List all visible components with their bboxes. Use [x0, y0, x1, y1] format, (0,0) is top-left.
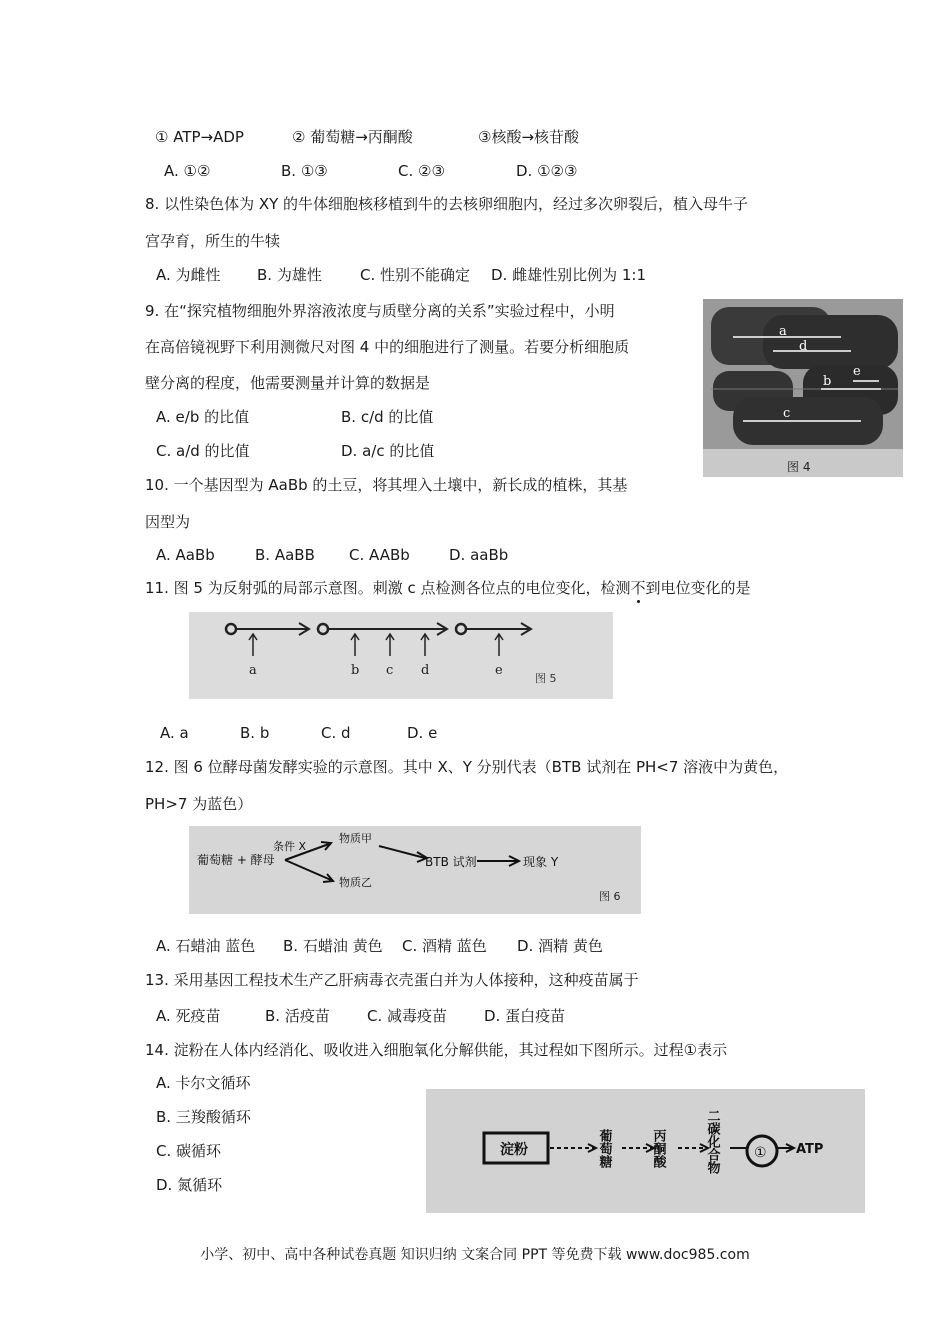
figure-5-point-c: c [386, 663, 394, 678]
q11-option-a: A. a [160, 724, 189, 742]
figure-6-condition: 条件 X [273, 840, 307, 853]
figure-5 [189, 612, 613, 699]
figure-6-start: 葡萄糖 + 酵母 [197, 853, 275, 867]
q13-stem: 13. 采用基因工程技术生产乙肝病毒衣壳蛋白并为人体接种，这种疫苗属于 [145, 971, 639, 989]
q10-option-d: D. aaBb [449, 546, 509, 564]
figure-6-fermentation-diagram [189, 826, 641, 914]
q9-stem-line1: 9. 在“探究植物细胞外界溶液浓度与质壁分离的关系”实验过程中，小明 [145, 302, 615, 320]
q8-stem-line2: 宫孕育，所生的牛犊 [145, 232, 281, 250]
figure-q14-starch-diagram [426, 1089, 865, 1213]
q11-stem [145, 578, 751, 598]
q8-option-d: D. 雌雄性别比例为 1:1 [491, 266, 646, 284]
figure-6-reagent: BTB 试剂 [425, 855, 477, 869]
q11-stem-post: 到电位变化的是 [645, 579, 751, 597]
q10-option-a: A. AaBb [156, 546, 215, 564]
q9-option-b: B. c/d 的比值 [341, 408, 434, 426]
q9-option-d: D. a/c 的比值 [341, 442, 435, 460]
q12-option-c: C. 酒精 蓝色 [402, 937, 487, 955]
q8-option-b: B. 为雄性 [257, 266, 322, 284]
figure-4-micrograph [703, 299, 903, 477]
figure-6-result: 现象 Y [523, 855, 559, 869]
q14-option-d: D. 氮循环 [156, 1176, 223, 1194]
q14-option-b: B. 三羧酸循环 [156, 1108, 251, 1126]
figure-5-point-b: b [351, 663, 360, 678]
figure-4-caption: 图 4 [787, 460, 811, 474]
figure-q14-co2: 二碳化合物 [704, 1109, 720, 1174]
q12-option-b: B. 石蜡油 黄色 [283, 937, 383, 955]
figure-4-label-e: e [853, 364, 861, 379]
q8-stem-line1: 8. 以性染色体为 XY 的牛体细胞核移植到牛的去核卵细胞内，经过多次卵裂后，植入母牛子 [145, 195, 749, 213]
figure-5-point-e: e [495, 663, 503, 678]
figure-5-point-a: a [249, 663, 257, 678]
q11-option-d: D. e [407, 724, 438, 742]
q9-stem-line2: 在高倍镜视野下利用测微尺对图 4 中的细胞进行了测量。若要分析细胞质 [145, 338, 630, 356]
q8-option-c: C. 性别不能确定 [360, 266, 471, 284]
figure-4-label-b: b [823, 374, 832, 389]
q14-option-c: C. 碳循环 [156, 1142, 222, 1160]
figure-6-product-1: 物质甲 [339, 832, 372, 845]
figure-6-caption: 图 6 [599, 890, 621, 903]
figure-4 [703, 299, 903, 477]
figure-4-label-d: d [799, 339, 808, 354]
q10-option-c: C. AABb [349, 546, 410, 564]
figure-q14-starch: 淀粉 [500, 1142, 528, 1158]
q12-stem-line2: PH>7 为蓝色） [145, 795, 253, 813]
figure-q14-atp: ATP [796, 1142, 824, 1157]
q10-option-b: B. AaBB [255, 546, 315, 564]
q10-stem-line1: 10. 一个基因型为 AaBb 的土豆，将其埋入土壤中，新长成的植株，其基 [145, 476, 628, 494]
figure-q14-pyruvate: 丙酮酸 [650, 1129, 666, 1168]
q11-stem-pre: 11. 图 5 为反射弧的局部示意图。刺激 c 点检测各位点的电位变化，检测 [145, 579, 631, 597]
figure-4-label-a: a [779, 324, 787, 339]
q7-item-3: ③核酸→核苷酸 [478, 128, 580, 146]
figure-4-label-c: c [783, 406, 791, 421]
q13-option-a: A. 死疫苗 [156, 1007, 221, 1025]
page-footer: 小学、初中、高中各种试卷真题 知识归纳 文案合同 PPT 等免费下载 www.doc985.com [200, 1247, 750, 1263]
q9-option-c: C. a/d 的比值 [156, 442, 250, 460]
figure-5-reflex-arc [189, 612, 613, 699]
figure-5-caption: 图 5 [535, 672, 557, 685]
q11-option-b: B. b [240, 724, 270, 742]
q12-option-a: A. 石蜡油 蓝色 [156, 937, 256, 955]
q7-option-a: A. ①② [164, 162, 211, 180]
q9-option-a: A. e/b 的比值 [156, 408, 250, 426]
q14-option-a: A. 卡尔文循环 [156, 1074, 251, 1092]
q13-option-c: C. 减毒疫苗 [367, 1007, 448, 1025]
q9-stem-line3: 壁分离的程度，他需要测量并计算的数据是 [145, 374, 431, 392]
q12-option-d: D. 酒精 黄色 [517, 937, 603, 955]
figure-q14-glucose: 葡萄糖 [596, 1129, 612, 1168]
q7-option-b: B. ①③ [281, 162, 328, 180]
q7-option-c: C. ②③ [398, 162, 445, 180]
q11-stem-emphasis: 不 [630, 579, 646, 597]
figure-q14 [426, 1089, 865, 1213]
q12-stem-line1: 12. 图 6 位酵母菌发酵实验的示意图。其中 X、Y 分别代表（BTB 试剂在 PH<7 溶液中为黄色， [145, 758, 789, 776]
figure-5-point-d: d [421, 663, 430, 678]
figure-6 [189, 826, 641, 914]
q10-stem-line2: 因型为 [145, 513, 191, 531]
q13-option-d: D. 蛋白疫苗 [484, 1007, 566, 1025]
q7-item-1: ① ATP→ADP [155, 128, 244, 146]
q8-option-a: A. 为雌性 [156, 266, 221, 284]
q11-option-c: C. d [321, 724, 351, 742]
q13-option-b: B. 活疫苗 [265, 1007, 330, 1025]
q14-stem: 14. 淀粉在人体内经消化、吸收进入细胞氧化分解供能，其过程如下图所示。过程①表示 [145, 1041, 728, 1059]
figure-6-product-2: 物质乙 [339, 876, 372, 889]
q7-option-d: D. ①②③ [516, 162, 578, 180]
figure-q14-process: ① [754, 1145, 767, 1161]
q7-item-2: ② 葡萄糖→丙酮酸 [292, 128, 413, 146]
